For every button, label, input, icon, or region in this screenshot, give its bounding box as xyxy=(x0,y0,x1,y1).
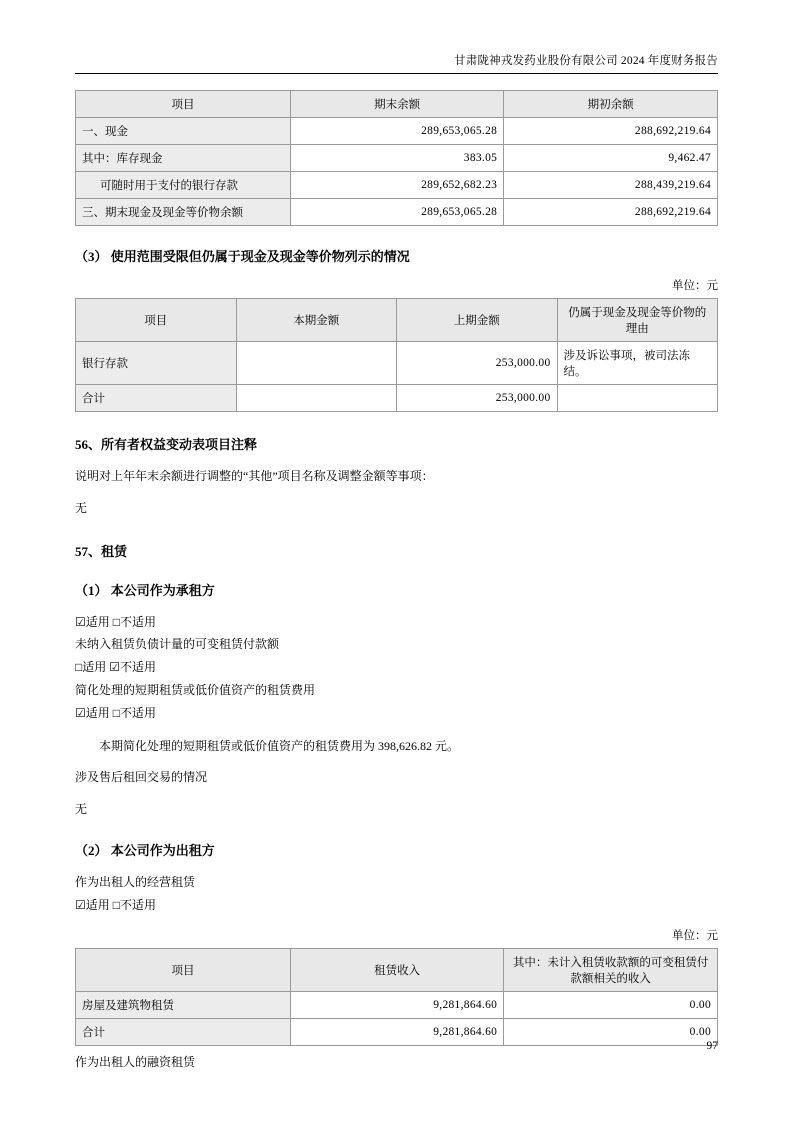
column-header-reason: 仍属于现金及现金等价物的理由 xyxy=(557,299,718,342)
page-number: 97 xyxy=(706,1040,718,1052)
section-56-paragraph: 说明对上年年末余额进行调整的“其他”项目名称及调整金额等事项： xyxy=(75,469,434,483)
lessee-statement: 本期简化处理的短期租赁或低价值资产的租赁费用为 398,626.82 元。 xyxy=(99,738,460,753)
lessor-operating-lease-line: 作为出租人的经营租赁 xyxy=(75,874,196,889)
table-row xyxy=(76,199,718,226)
table-row xyxy=(76,991,718,1018)
cell-end-balance: 289,652,682.23 xyxy=(291,172,504,199)
table-header-row xyxy=(76,948,718,991)
cell-end-balance: 383.05 xyxy=(291,145,504,172)
column-header-item: 项目 xyxy=(76,299,237,342)
cell-item: 房屋及建筑物租赁 xyxy=(76,991,291,1018)
lessee-checkbox-3[interactable]: ☑适用 □不适用 xyxy=(75,705,157,720)
table-header-row xyxy=(76,299,718,342)
section-3-unit: 单位：元 xyxy=(672,280,718,292)
cell-lease-income: 9,281,864.60 xyxy=(291,991,504,1018)
cell-current-amount xyxy=(236,342,397,385)
column-header-end-balance: 期末余额 xyxy=(291,91,504,118)
cell-item: 可随时用于支付的银行存款 xyxy=(76,172,291,199)
section-56-heading: 56、所有者权益变动表项目注释 xyxy=(75,437,258,452)
section-3-heading: （3） 使用范围受限但仍属于现金及现金等价物列示的情况 xyxy=(75,249,410,264)
cell-variable-income: 0.00 xyxy=(504,1018,718,1045)
lessee-line-2: 简化处理的短期租赁或低价值资产的租赁费用 xyxy=(75,682,316,697)
column-header-variable-income: 其中：未计入租赁收款额的可变租赁付款额相关的收入 xyxy=(504,948,718,991)
cell-current-amount xyxy=(236,385,397,412)
lessee-sale-leaseback-line: 涉及售后租回交易的情况 xyxy=(75,770,208,785)
cell-item: 三、期末现金及现金等价物余额 xyxy=(76,199,291,226)
cell-begin-balance: 288,692,219.64 xyxy=(504,199,718,226)
section-57-heading: 57、租赁 xyxy=(75,543,128,559)
lessee-checkbox-1[interactable]: ☑适用 □不适用 xyxy=(75,614,157,629)
cell-lease-income: 9,281,864.60 xyxy=(291,1018,504,1045)
table-header-row xyxy=(76,91,718,118)
column-header-current-amount: 本期金额 xyxy=(236,299,397,342)
column-header-prior-amount: 上期金额 xyxy=(397,299,558,342)
cell-end-balance: 289,653,065.28 xyxy=(291,118,504,145)
cell-prior-amount: 253,000.00 xyxy=(397,342,558,385)
column-header-item: 项目 xyxy=(76,948,291,991)
column-header-begin-balance: 期初余额 xyxy=(504,91,718,118)
cell-begin-balance: 9,462.47 xyxy=(504,145,718,172)
cell-item: 合计 xyxy=(76,1018,291,1045)
table-row xyxy=(76,1018,718,1045)
cell-begin-balance: 288,692,219.64 xyxy=(504,118,718,145)
cell-item: 其中：库存现金 xyxy=(76,145,291,172)
restricted-cash-table xyxy=(75,298,718,412)
lessee-checkbox-2[interactable]: □适用 ☑不适用 xyxy=(75,660,157,675)
cell-item: 合计 xyxy=(76,385,237,412)
cash-equivalents-table xyxy=(75,90,718,226)
cell-reason xyxy=(557,385,718,412)
page-header-title: 甘肃陇神戎发药业股份有限公司 2024 年度财务报告 xyxy=(454,55,718,67)
cell-begin-balance: 288,439,219.64 xyxy=(504,172,718,199)
lessor-unit: 单位：元 xyxy=(672,929,718,942)
cell-prior-amount: 253,000.00 xyxy=(397,385,558,412)
cell-reason: 涉及诉讼事项，被司法冻结。 xyxy=(557,342,718,385)
lessor-finance-lease-line: 作为出租人的融资租赁 xyxy=(75,1054,196,1069)
table-row xyxy=(76,118,718,145)
lessee-sale-leaseback-answer: 无 xyxy=(75,802,88,817)
section-56-answer: 无 xyxy=(75,500,88,515)
table-row xyxy=(76,172,718,199)
lessor-checkbox-1[interactable]: ☑适用 □不适用 xyxy=(75,897,157,912)
cell-end-balance: 289,653,065.28 xyxy=(291,199,504,226)
table-row xyxy=(76,342,718,385)
page-content xyxy=(75,52,718,1079)
header-divider xyxy=(75,73,718,74)
table-row xyxy=(76,385,718,412)
column-header-lease-income: 租赁收入 xyxy=(291,948,504,991)
cell-item: 一、现金 xyxy=(76,118,291,145)
cell-variable-income: 0.00 xyxy=(504,991,718,1018)
section-57-1-heading: （1） 本公司作为承租方 xyxy=(75,582,215,598)
lease-income-table xyxy=(75,948,718,1046)
lessee-line-1: 未纳入租赁负债计量的可变租赁付款额 xyxy=(75,637,280,652)
column-header-item: 项目 xyxy=(76,91,291,118)
section-57-2-heading: （2） 本公司作为出租方 xyxy=(75,842,215,858)
table-row xyxy=(76,145,718,172)
cell-item: 银行存款 xyxy=(76,342,237,385)
